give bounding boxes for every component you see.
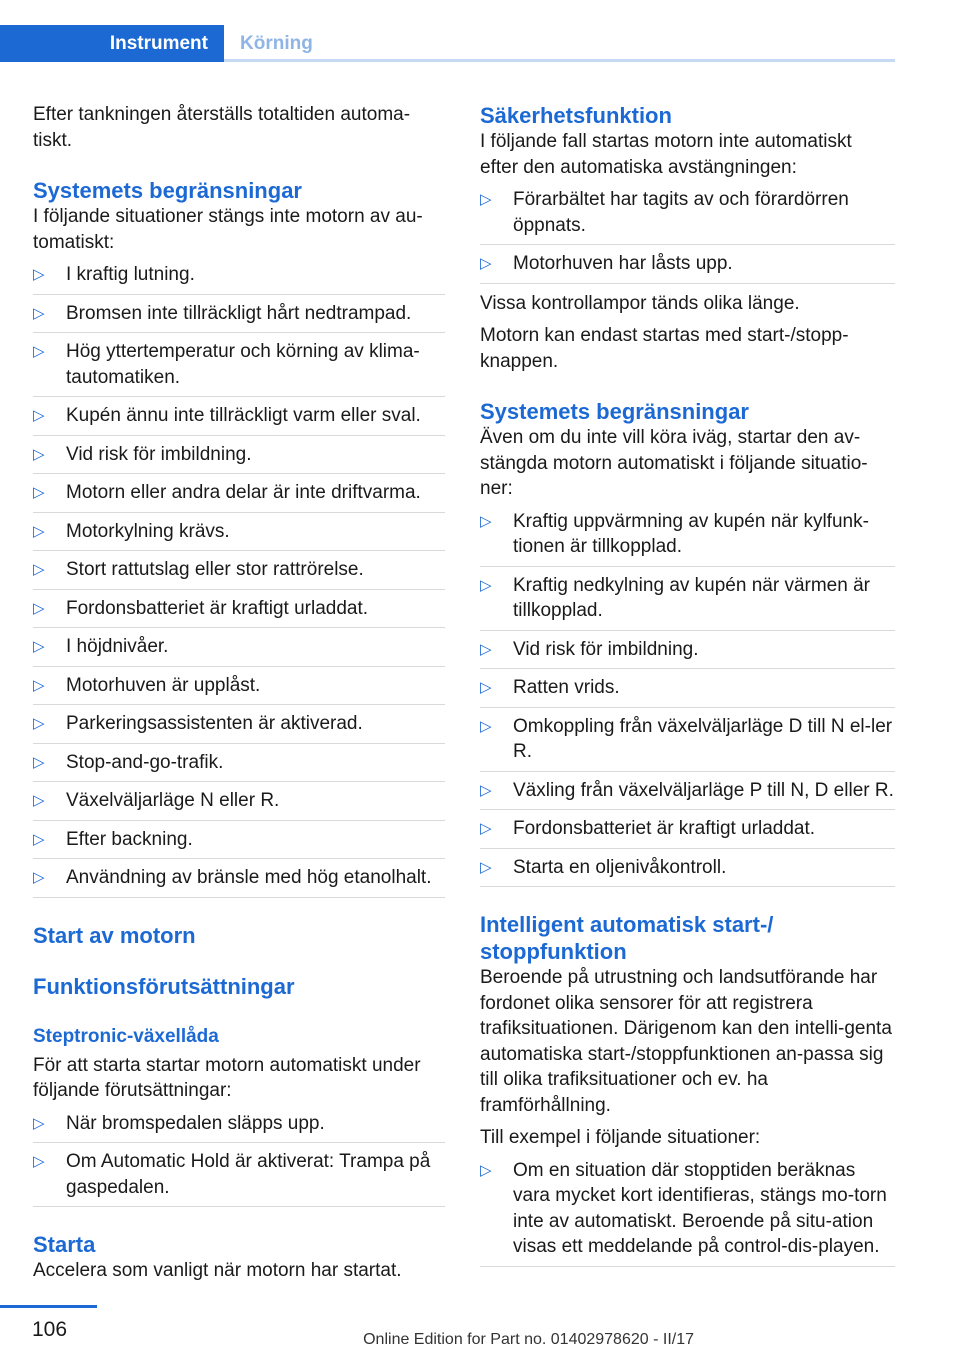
list-item <box>33 596 445 629</box>
triangle-bullet-icon: ▷ <box>480 512 492 530</box>
list-item-text: Om Automatic Hold är aktiverat: Trampa på gaspedalen. <box>66 1151 431 1198</box>
triangle-bullet-icon: ▷ <box>480 1161 492 1179</box>
list-item <box>480 573 895 631</box>
safety-list <box>480 187 895 284</box>
list-item-text: I kraftig lutning. <box>66 264 195 285</box>
right-limits-heading: Systemets begränsningar <box>480 399 749 424</box>
limits-text: I följande situationer stängs inte motorn av au-tomatiskt: <box>33 206 423 253</box>
list-item <box>33 403 445 436</box>
list-item-text: Kraftig uppvärmning av kupén när kylfunk-tionen är tillkopplad. <box>513 510 869 557</box>
list-item <box>33 634 445 667</box>
list-item-text: Omkoppling från växelväljarläge D till N el-ler R. <box>513 715 893 762</box>
list-item <box>33 865 445 898</box>
list-item <box>33 519 445 552</box>
list-item <box>480 855 895 888</box>
list-item <box>33 262 445 295</box>
list-item-text: Växelväljarläge N eller R. <box>66 790 280 811</box>
steptronic-text: För att starta startar motorn automatiskt under följande förutsättningar: <box>33 1054 421 1101</box>
triangle-bullet-icon: ▷ <box>480 858 492 876</box>
list-item-text: Bromsen inte tillräckligt hårt nedtrampad. <box>66 302 412 324</box>
list-item-text: Stop-and-go-trafik. <box>66 751 224 773</box>
list-item <box>33 1149 445 1207</box>
tab-korning-label: Körning <box>240 33 313 54</box>
triangle-bullet-icon: ▷ <box>480 717 492 735</box>
list-item-text: I höjdnivåer. <box>66 636 169 657</box>
limits-heading: Systemets begränsningar <box>33 178 302 203</box>
list-item-text: Om en situation där stopptiden beräknas vara mycket kort identifieras, stängs mo-torn inte av automatiskt. Beroende på situ-ation visas ett meddelande på control-dis-playen. <box>513 1159 887 1257</box>
triangle-bullet-icon: ▷ <box>33 676 45 694</box>
triangle-bullet-icon: ▷ <box>33 1153 45 1170</box>
list-item <box>33 557 445 590</box>
list-item <box>480 714 895 772</box>
intelligent-heading: Intelligent automatisk start-/ stoppfunktion <box>480 912 774 964</box>
list-item <box>33 788 445 821</box>
intro-paragraph: Efter tankningen återställs totaltiden automa-tiskt. <box>33 104 411 151</box>
example-text: Till exempel i följande situationer: <box>480 1127 761 1148</box>
start-heading: Start av motorn <box>33 922 196 948</box>
triangle-bullet-icon: ▷ <box>33 830 45 848</box>
list-item <box>33 339 445 397</box>
steptronic-heading: Steptronic-växellåda <box>33 1025 219 1047</box>
triangle-bullet-icon: ▷ <box>33 715 45 732</box>
list-item <box>33 442 445 475</box>
triangle-bullet-icon: ▷ <box>480 640 492 658</box>
starta-heading: Starta <box>33 1232 96 1257</box>
tab-instrument[interactable] <box>0 25 224 62</box>
list-item <box>480 637 895 670</box>
example-list <box>480 1158 895 1267</box>
steptronic-list <box>33 1111 445 1208</box>
list-item-text: Motorn eller andra delar är inte driftvarma. <box>66 482 421 503</box>
tab-underline <box>224 59 895 62</box>
prereq-heading: Funktionsförutsättningar <box>33 973 295 999</box>
list-item-text: Ratten vrids. <box>513 677 620 698</box>
footer-rule <box>0 1305 97 1308</box>
triangle-bullet-icon: ▷ <box>33 343 45 360</box>
list-item <box>480 1158 895 1267</box>
triangle-bullet-icon: ▷ <box>33 484 45 501</box>
edition-note: Online Edition for Part no. 01402978620 - II/17 <box>363 1331 694 1348</box>
list-item <box>480 187 895 245</box>
list-item-text: Kupén ännu inte tillräckligt varm eller sval. <box>66 405 421 426</box>
safety-text: I följande fall startas motorn inte automatiskt efter den automatiska avstängningen: <box>480 131 852 178</box>
list-item-text: Motorhuven har låsts upp. <box>513 253 733 274</box>
list-item <box>480 509 895 567</box>
triangle-bullet-icon: ▷ <box>33 638 45 655</box>
right-limits-list <box>480 509 895 888</box>
triangle-bullet-icon: ▷ <box>480 820 492 837</box>
triangle-bullet-icon: ▷ <box>480 191 492 208</box>
triangle-bullet-icon: ▷ <box>33 561 45 578</box>
safety-heading: Säkerhetsfunktion <box>480 103 672 128</box>
list-item <box>33 301 445 334</box>
safety-paragraph-1: Vissa kontrollampor tänds olika länge. <box>480 292 800 314</box>
triangle-bullet-icon: ▷ <box>480 255 492 272</box>
triangle-bullet-icon: ▷ <box>33 304 45 322</box>
header-tabs <box>0 25 895 62</box>
triangle-bullet-icon: ▷ <box>33 266 45 283</box>
list-item-text: Hög yttertemperatur och körning av klima-tautomatiken. <box>66 341 420 388</box>
triangle-bullet-icon: ▷ <box>33 753 45 771</box>
list-item-text: Användning av bränsle med hög etanolhalt. <box>66 867 432 888</box>
limits-list <box>33 262 445 898</box>
list-item-text: Kraftig nedkylning av kupén när värmen är tillkopplad. <box>513 574 870 621</box>
list-item-text: Efter backning. <box>66 828 193 850</box>
list-item-text: Vid risk för imbildning. <box>513 638 699 660</box>
list-item-text: Förarbältet har tagits av och förardörren öppnats. <box>513 189 849 236</box>
triangle-bullet-icon: ▷ <box>33 599 45 617</box>
list-item-text: Fordonsbatteriet är kraftigt urladdat. <box>66 597 369 619</box>
list-item <box>480 778 895 811</box>
list-item <box>480 816 895 849</box>
list-item <box>33 480 445 513</box>
triangle-bullet-icon: ▷ <box>480 576 492 594</box>
right-column <box>480 102 895 1274</box>
triangle-bullet-icon: ▷ <box>480 679 492 696</box>
page-number: 106 <box>32 1318 68 1341</box>
tab-instrument-label: Instrument <box>109 33 208 54</box>
list-item <box>33 711 445 744</box>
triangle-bullet-icon: ▷ <box>33 869 45 886</box>
list-item-text: Parkeringsassistenten är aktiverad. <box>66 713 363 734</box>
triangle-bullet-icon: ▷ <box>480 781 492 799</box>
right-limits-text: Även om du inte vill köra iväg, startar den av-stängda motorn automatiskt i följande situatio-ner: <box>480 427 868 499</box>
list-item-text: Starta en oljenivåkontroll. <box>513 856 727 878</box>
triangle-bullet-icon: ▷ <box>33 522 45 540</box>
list-item <box>33 673 445 706</box>
list-item-text: Växling från växelväljarläge P till N, D eller R. <box>513 779 894 801</box>
list-item-text: Stort rattutslag eller stor rattrörelse. <box>66 559 364 580</box>
list-item-text: Fordonsbatteriet är kraftigt urladdat. <box>513 818 816 839</box>
intelligent-text: Beroende på utrustning och landsutförande har fordonet olika sensorer för att registrera trafiksituationen. Därigenom kan den intelli-genta automatiska start-/stoppfunktionen an-passa sig till olika trafiksituationer och ev. ha framförhållning. <box>480 967 892 1116</box>
safety-paragraph-2: Motorn kan endast startas med start-/stopp-knappen. <box>480 325 849 372</box>
list-item-text: Vid risk för imbildning. <box>66 443 252 465</box>
list-item <box>33 1111 445 1144</box>
triangle-bullet-icon: ▷ <box>33 445 45 463</box>
list-item-text: När bromspedalen släpps upp. <box>66 1112 325 1134</box>
tab-korning[interactable] <box>224 25 895 62</box>
triangle-bullet-icon: ▷ <box>33 792 45 809</box>
triangle-bullet-icon: ▷ <box>33 1114 45 1132</box>
triangle-bullet-icon: ▷ <box>33 407 45 424</box>
list-item <box>480 675 895 708</box>
list-item <box>33 750 445 783</box>
list-item-text: Motorhuven är upplåst. <box>66 674 261 696</box>
left-column <box>33 102 445 1291</box>
list-item <box>480 251 895 284</box>
starta-text: Accelera som vanligt när motorn har startat. <box>33 1260 402 1281</box>
list-item-text: Motorkylning krävs. <box>66 520 230 542</box>
list-item <box>33 827 445 860</box>
